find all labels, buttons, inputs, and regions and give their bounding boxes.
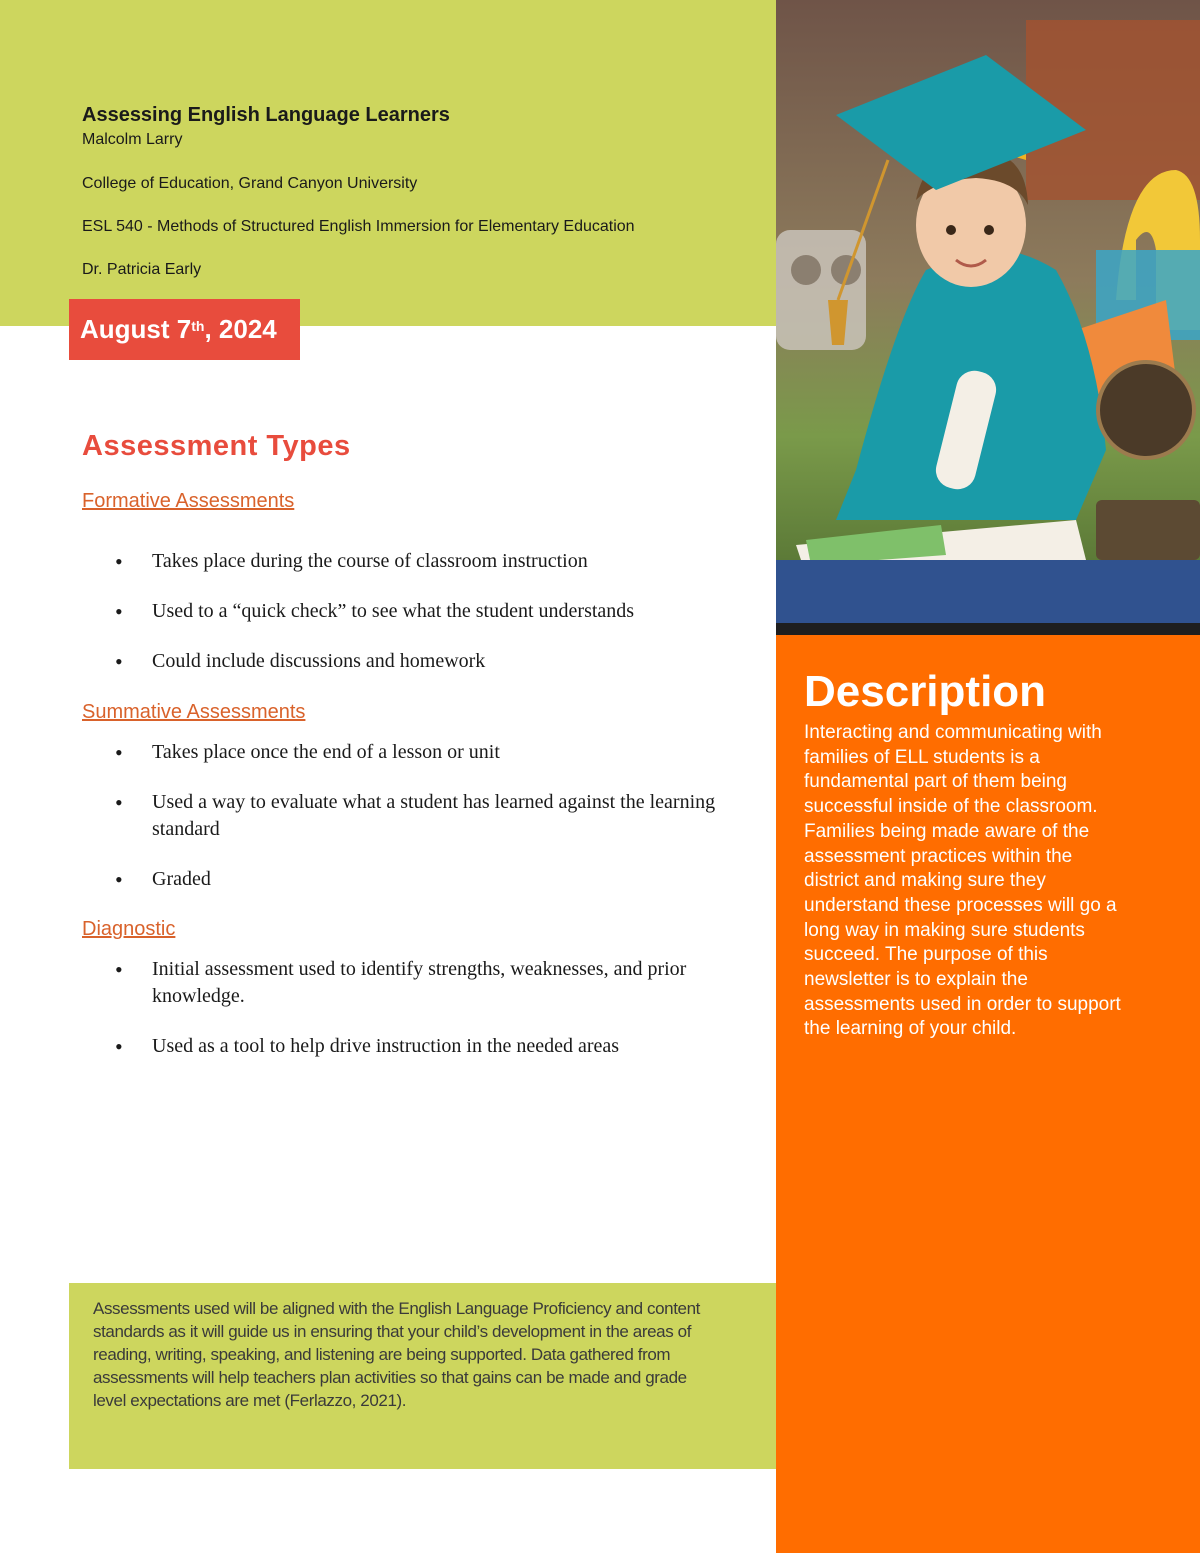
list-item: • Used as a tool to help drive instruction in the needed areas	[112, 1033, 742, 1060]
list-item: • Initial assessment used to identify strengths, weaknesses, and prior knowledge.	[112, 956, 742, 1010]
newsletter-title: Assessing English Language Learners	[82, 104, 450, 126]
alignment-note-text: Assessments used will be aligned with the English Language Proficiency and content standards as it will guide us in ensuring that your child’s development in the areas of reading, writing, speaking, and listening are being supported. Data gathered from assessments will help teachers plan activities so that gains can be made and grade level expectations are met (Ferlazzo, 2021).	[93, 1299, 700, 1410]
author-name: Malcolm Larry	[82, 131, 183, 148]
description-panel	[776, 635, 1200, 1553]
list-item: • Graded	[112, 866, 742, 893]
date-suffix: th	[191, 317, 205, 334]
alignment-note-box	[69, 1283, 776, 1469]
summative-list	[112, 739, 742, 916]
formative-heading: Formative Assessments	[82, 490, 295, 512]
list-item: • Used to a “quick check” to see what the student understands	[112, 598, 742, 625]
diagnostic-heading: Diagnostic	[82, 918, 176, 940]
college-name: College of Education, Grand Canyon University	[82, 175, 418, 192]
list-item: • Could include discussions and homework	[112, 648, 742, 675]
graduate-child-photo	[776, 0, 1200, 623]
instructor-name: Dr. Patricia Early	[82, 261, 202, 278]
formative-list	[112, 548, 742, 698]
header-block	[82, 104, 635, 304]
summative-heading: Summative Assessments	[82, 701, 306, 723]
description-title: Description	[804, 667, 1047, 716]
date-badge	[69, 299, 300, 360]
list-item: • Used a way to evaluate what a student has learned against the learning standard	[112, 789, 742, 843]
date-year: , 2024	[204, 314, 277, 344]
list-item: • Takes place during the course of classroom instruction	[112, 548, 742, 575]
diagnostic-list	[112, 956, 742, 1083]
assessment-types-heading: Assessment Types	[82, 430, 351, 462]
description-body: Interacting and communicating with families of ELL students is a fundamental part of them being successful inside of the classroom. Families being made aware of the assessment practices within the district and making sure they understand these processes will go a long way in making sure students succeed. The purpose of this newsletter is to explain the assessments used in order to support the learning of your child.	[804, 722, 1121, 1040]
list-item: • Takes place once the end of a lesson or unit	[112, 739, 742, 766]
date-month-day: August 7	[80, 314, 192, 344]
course-name: ESL 540 - Methods of Structured English Immersion for Elementary Education	[82, 218, 635, 235]
photo-bottom-divider	[776, 623, 1200, 635]
